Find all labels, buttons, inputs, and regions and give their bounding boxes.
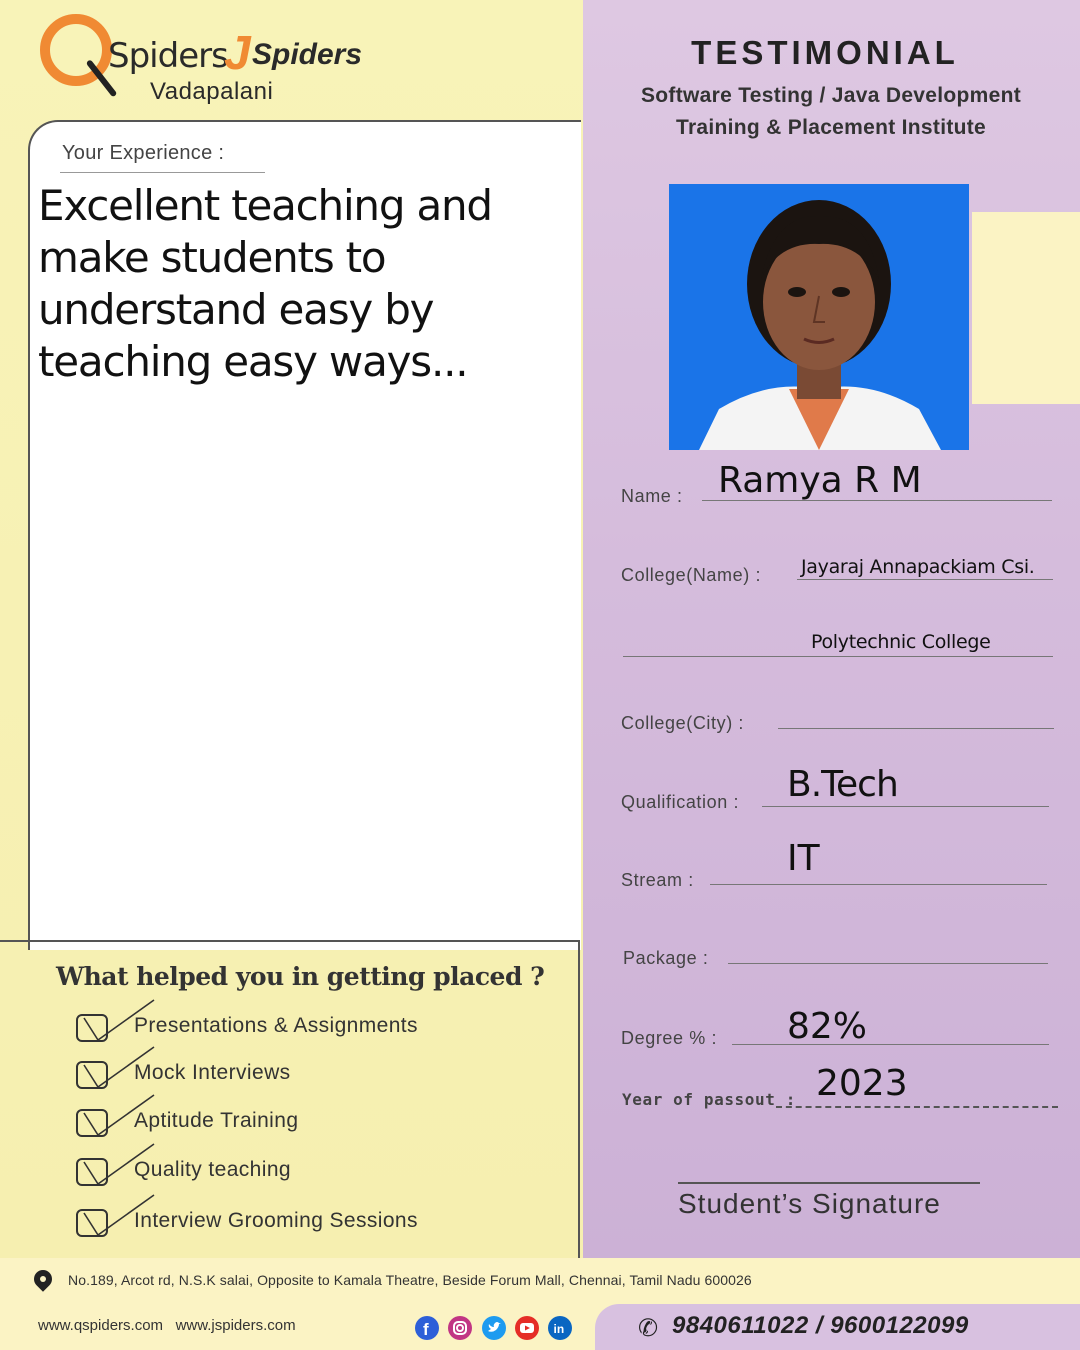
phone-icon: ✆ bbox=[638, 1315, 659, 1342]
helped-item-label: Presentations & Assignments bbox=[134, 1014, 418, 1037]
decor-strip bbox=[972, 212, 1080, 404]
student-portrait-icon bbox=[669, 184, 969, 450]
college-city-label: College(City) : bbox=[621, 713, 745, 733]
experience-text: Excellent teaching and make students to understand easy by teaching easy ways... bbox=[38, 181, 492, 386]
jspiders-j-letter: J bbox=[224, 27, 251, 80]
website-link-qspiders[interactable]: www.qspiders.com bbox=[38, 1317, 164, 1334]
svg-text:f: f bbox=[423, 1320, 429, 1339]
college-name-label: College(Name) : bbox=[621, 565, 762, 585]
college-city-line bbox=[778, 728, 1054, 729]
college-name-line bbox=[797, 579, 1053, 580]
college-name-value-line2: Polytechnic College bbox=[811, 631, 991, 653]
website-link-jspiders[interactable]: www.jspiders.com bbox=[175, 1317, 296, 1334]
year-value: 2023 bbox=[816, 1063, 908, 1104]
stream-line bbox=[710, 884, 1047, 885]
stream-value: IT bbox=[787, 838, 820, 879]
footer-address: No.189, Arcot rd, N.S.K salai, Opposite to Kamala Theatre, Beside Forum Mall, Chennai, Tamil Nadu 600026 bbox=[68, 1272, 752, 1288]
facebook-icon[interactable] bbox=[415, 1316, 439, 1340]
footer-websites bbox=[38, 1317, 296, 1334]
degree-value: 82% bbox=[787, 1006, 868, 1047]
package-line bbox=[728, 963, 1048, 964]
instagram-icon[interactable] bbox=[448, 1316, 472, 1340]
college-name-line2 bbox=[623, 656, 1053, 657]
helped-item-label: Aptitude Training bbox=[134, 1109, 299, 1132]
qualification-label: Qualification : bbox=[621, 792, 740, 812]
svg-text:in: in bbox=[553, 1322, 565, 1336]
helped-item-label: Interview Grooming Sessions bbox=[134, 1209, 418, 1232]
degree-label: Degree % : bbox=[621, 1028, 718, 1048]
jspiders-wordmark: Spiders bbox=[252, 38, 363, 71]
degree-line bbox=[732, 1044, 1049, 1045]
linkedin-icon[interactable] bbox=[548, 1316, 572, 1340]
helped-item-label: Quality teaching bbox=[134, 1158, 291, 1181]
signature-line bbox=[678, 1182, 980, 1184]
college-name-value: Jayaraj Annapackiam Csi. bbox=[801, 556, 1035, 578]
year-label: Year of passout : bbox=[622, 1090, 796, 1109]
page-title: TESTIMONIAL bbox=[691, 34, 959, 71]
stream-label: Stream : bbox=[621, 870, 694, 890]
subtitle-line2: Training & Placement Institute bbox=[675, 116, 987, 139]
subtitle-line1: Software Testing / Java Development bbox=[640, 84, 1022, 107]
signature-label: Student’s Signature bbox=[678, 1188, 941, 1219]
package-label: Package : bbox=[623, 948, 709, 968]
footer-phone[interactable]: 9840611022 / 9600122099 bbox=[672, 1312, 969, 1339]
experience-label: Your Experience : bbox=[62, 142, 225, 164]
twitter-icon[interactable] bbox=[482, 1316, 506, 1340]
qspiders-wordmark: Spiders bbox=[108, 36, 228, 76]
helped-item-label: Mock Interviews bbox=[134, 1061, 291, 1084]
student-photo bbox=[669, 184, 969, 450]
youtube-icon[interactable] bbox=[515, 1316, 539, 1340]
name-value: Ramya R M bbox=[718, 460, 922, 501]
helped-title: What helped you in getting placed ? bbox=[56, 962, 545, 991]
qualification-value: B.Tech bbox=[787, 764, 898, 805]
name-label: Name : bbox=[621, 486, 683, 506]
branch-name: Vadapalani bbox=[150, 78, 274, 105]
qualification-line bbox=[762, 806, 1049, 807]
year-line bbox=[776, 1106, 1058, 1108]
experience-label-underline bbox=[60, 172, 265, 173]
